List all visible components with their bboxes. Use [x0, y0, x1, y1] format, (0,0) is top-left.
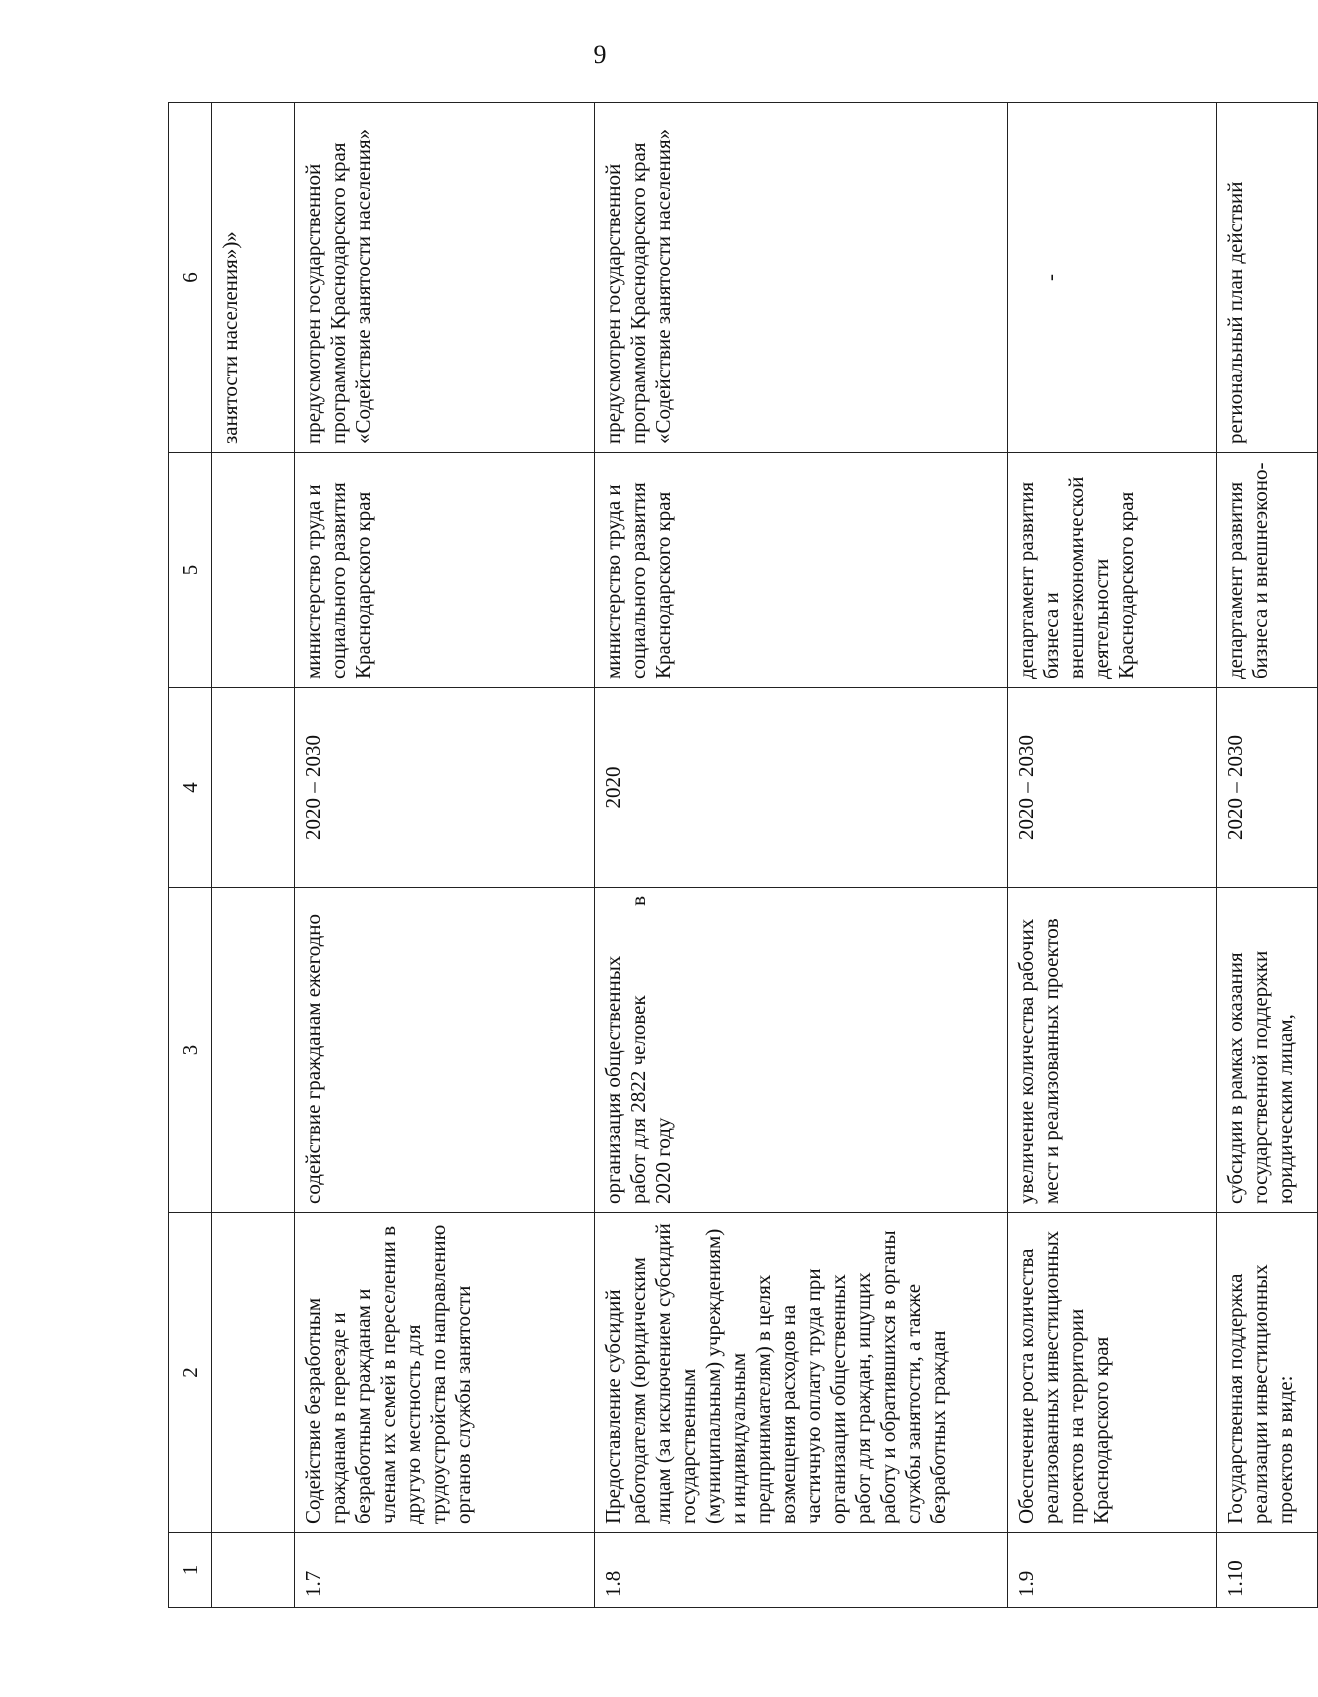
header-row [169, 103, 212, 1608]
page-number: 9 [593, 40, 607, 69]
cell-number: 1.8 [594, 1533, 1007, 1608]
cell-number: 1.10 [1216, 1533, 1317, 1608]
measures-table [168, 103, 1318, 1608]
header-col-3: 3 [169, 888, 212, 1213]
cell-number: 1.7 [295, 1533, 595, 1608]
result-tail: 2020 году [650, 1117, 675, 1204]
empty-dash: - [1038, 274, 1063, 281]
cell-result [594, 888, 1007, 1213]
result-preposition: в [625, 896, 650, 906]
result-text: организация общественных работ для 2822 человек [600, 955, 650, 1204]
cell-source: региональный план действий [1216, 103, 1317, 453]
cell-period: 2020 – 2030 [1216, 688, 1317, 888]
cell-measure: Предоставление субсидий работодателям (юридическим лицам (за исключением субсидий государственным (муниципальным) учреждениям) и индивидуальным предпринимателям) в целях возмещения расходов на частичную оплату труда при организации общественных работ для граждан, ищущих работу и обратившихся в органы службы занятости, а также безработных граждан [594, 1213, 1007, 1533]
cell-result: содействие гражданам ежегодно [295, 888, 595, 1213]
table-row [295, 103, 595, 1608]
cell-source [1008, 103, 1216, 453]
header-col-5: 5 [169, 453, 212, 688]
table-row [1216, 103, 1317, 1608]
cell-source: предусмотрен государственной программой Краснодарского края «Содействие занятости населения» [295, 103, 595, 453]
cell-measure: Государственная поддержка реализации инвестиционных проектов в виде: [1216, 1213, 1317, 1533]
cell-measure: Обеспечение роста количества реализованных инвестиционных проектов на территории Краснодарского края [1008, 1213, 1216, 1533]
cell-period: 2020 [594, 688, 1007, 888]
cell-period: 2020 – 2030 [1008, 688, 1216, 888]
cell-period: 2020 – 2030 [295, 688, 595, 888]
cell-measure: Содействие безработным гражданам в переезде и безработным гражданам и членам их семей в переселении в другую местность для трудоустройства по направлению органов службы занятости [295, 1213, 595, 1533]
header-col-1: 1 [169, 1533, 212, 1608]
cell-executor: департамент развития бизнеса и внешнеэкономической деятельности Краснодарского края [1008, 453, 1216, 688]
cell-number: 1.9 [1008, 1533, 1216, 1608]
cell-executor: министерство труда и социального развития Краснодарского края [295, 453, 595, 688]
cell-source: предусмотрен государственной программой Краснодарского края «Содействие занятости населения» [594, 103, 1007, 453]
header-col-4: 4 [169, 688, 212, 888]
header-col-2: 2 [169, 1213, 212, 1533]
cell-executor: министерство труда и социального развития Краснодарского края [594, 453, 1007, 688]
cell-result: увеличение количества рабочих мест и реализованных проектов [1008, 888, 1216, 1213]
table-row [1008, 103, 1216, 1608]
cell-executor: департамент развития бизнеса и внешнеэконо- [1216, 453, 1317, 688]
table-row-continuation [212, 103, 295, 1608]
cell-result: субсидии в рамках оказания государственной поддержки юридическим лицам, [1216, 888, 1317, 1213]
table-row [594, 103, 1007, 1608]
header-col-6: 6 [169, 103, 212, 453]
cell-source: занятости населения»)» [212, 103, 295, 453]
